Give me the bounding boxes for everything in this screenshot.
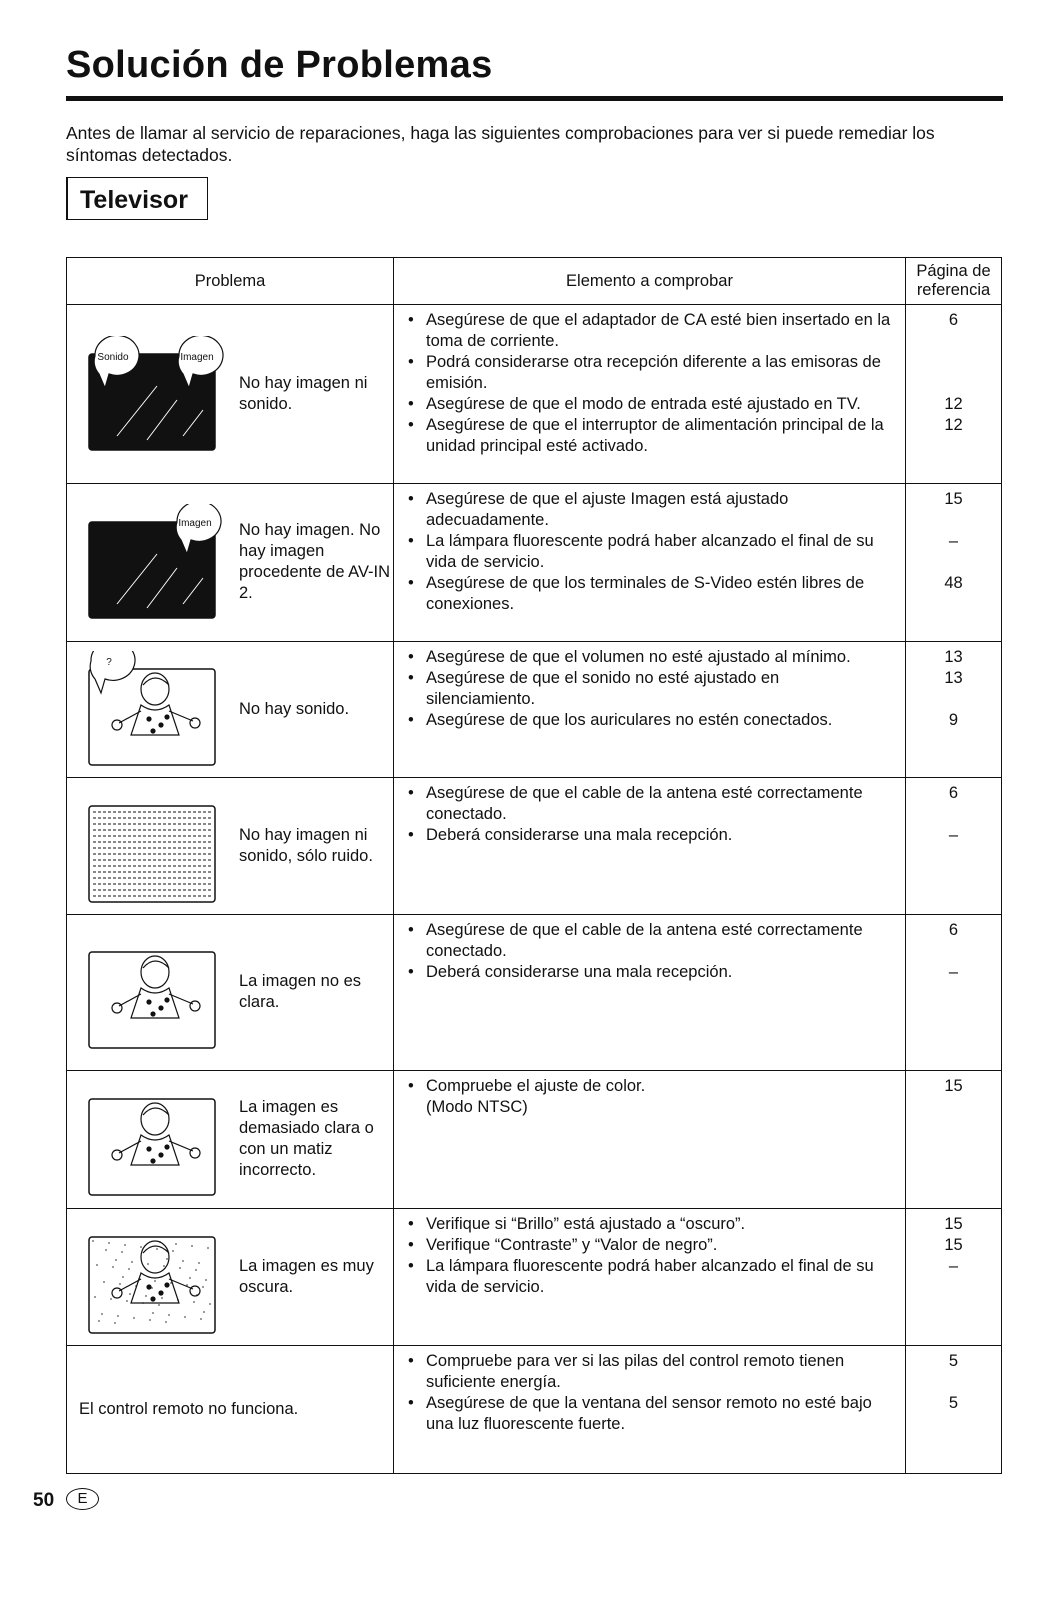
troubleshooting-table	[66, 257, 1002, 1474]
check-item-text: Asegúrese de que el adaptador de CA esté bien insertado en la toma de corriente.	[426, 311, 891, 350]
check-item	[404, 310, 891, 352]
check-item	[404, 962, 891, 983]
problem-text: El control remoto no funciona.	[79, 1399, 299, 1418]
language-mark: E	[66, 1488, 99, 1510]
page-reference: 5	[948, 1352, 959, 1370]
problem-cell	[67, 915, 394, 1071]
page-reference	[906, 352, 1001, 394]
check-item	[404, 1235, 891, 1256]
section-heading-box	[66, 177, 208, 220]
tv-illustration-icon	[87, 1081, 237, 1197]
check-item-text: Asegúrese de que los terminales de S-Video estén libres de conexiones.	[426, 574, 865, 613]
problem-cell	[67, 484, 394, 642]
table-row	[67, 642, 1002, 778]
page-reference: –	[948, 1257, 959, 1275]
check-item	[404, 1393, 891, 1435]
bullet-icon: •	[408, 1077, 414, 1095]
check-item	[404, 415, 891, 457]
check-cell	[394, 484, 906, 642]
check-item	[404, 710, 891, 731]
table-row	[67, 484, 1002, 642]
section-heading: Televisor	[80, 186, 188, 214]
problem-cell	[67, 642, 394, 778]
check-item	[404, 783, 891, 825]
table-row	[67, 1071, 1002, 1209]
problem-text: No hay sonido.	[239, 699, 350, 718]
page-ref-cell	[906, 1346, 1002, 1474]
check-item-text: Asegúrese de que el sonido no esté ajustado en silenciamiento.	[426, 669, 780, 708]
header-page	[906, 258, 1002, 305]
check-item	[404, 1256, 891, 1298]
page-ref-cell	[906, 642, 1002, 778]
tv-illustration-icon	[87, 651, 237, 767]
check-cell	[394, 778, 906, 915]
check-list	[404, 1076, 891, 1097]
page-reference: 6	[948, 784, 959, 802]
tv-illustration-icon	[87, 504, 237, 620]
problem-text: No hay imagen ni sonido.	[239, 373, 368, 413]
tv-illustration-icon	[87, 788, 237, 904]
problem-text: No hay imagen. No hay imagen procedente de AV-IN 2.	[239, 521, 391, 602]
svg-text:Imagen: Imagen	[178, 518, 212, 529]
page-ref-cell	[906, 915, 1002, 1071]
page-reference: –	[948, 532, 959, 550]
problem-cell	[67, 1209, 394, 1346]
check-cell	[394, 305, 906, 484]
check-item-text: Asegúrese de que el cable de la antena esté correctamente conectado.	[426, 921, 863, 960]
check-item-text: La lámpara fluorescente podrá haber alcanzado el final de su vida de servicio.	[426, 1257, 874, 1296]
check-item	[404, 825, 891, 846]
check-item-text: Asegúrese de que el cable de la antena esté correctamente conectado.	[426, 784, 863, 823]
check-item-text: Deberá considerarse una mala recepción.	[426, 963, 733, 981]
check-item-text: Asegúrese de que el interruptor de alimentación principal de la unidad principal esté activado.	[426, 416, 884, 455]
problem-cell	[67, 305, 394, 484]
problem-text: La imagen es demasiado clara o con un matiz incorrecto.	[239, 1098, 374, 1179]
check-item	[404, 352, 891, 394]
check-list	[404, 1351, 891, 1435]
svg-text:Sonido: Sonido	[97, 351, 129, 363]
check-item-text: Asegúrese de que el volumen no esté ajustado al mínimo.	[426, 648, 851, 666]
check-list	[404, 783, 891, 846]
check-note: (Modo NTSC)	[426, 1098, 528, 1116]
check-cell	[394, 1071, 906, 1209]
check-item	[404, 1076, 891, 1097]
check-list	[404, 489, 891, 615]
check-item-text: Asegúrese de que el ajuste Imagen está ajustado adecuadamente.	[426, 490, 789, 529]
page-ref-cell	[906, 1209, 1002, 1346]
bullet-icon: •	[408, 711, 414, 729]
page-reference: 12	[944, 395, 963, 413]
page-reference: 15	[944, 1215, 963, 1233]
page-reference: 48	[944, 574, 963, 592]
page-reference: 6	[948, 921, 959, 939]
check-item-text: Compruebe para ver si las pilas del control remoto tienen suficiente energía.	[426, 1352, 845, 1391]
check-item-text: Asegúrese de que los auriculares no estén conectados.	[426, 711, 833, 729]
check-item	[404, 647, 891, 668]
page-reference: 15	[944, 1236, 963, 1254]
page-reference: 13	[944, 648, 963, 666]
bullet-icon: •	[408, 1257, 414, 1275]
title-rule	[66, 96, 1003, 101]
bullet-icon: •	[408, 1236, 414, 1254]
intro-text: Antes de llamar al servicio de reparaciones, haga las siguientes comprobaciones para ver si puede remediar los síntomas detectados.	[66, 123, 935, 165]
page-title: Solución de Problemas	[66, 44, 493, 86]
check-item-text: Deberá considerarse una mala recepción.	[426, 826, 733, 844]
check-item	[404, 1351, 891, 1393]
check-item	[404, 573, 891, 615]
bullet-icon: •	[408, 784, 414, 802]
page-reference: 6	[948, 311, 959, 329]
page-ref-cell	[906, 484, 1002, 642]
tv-illustration-icon	[87, 1219, 237, 1335]
page-reference: 12	[944, 416, 963, 434]
header-problem: Problema	[67, 258, 394, 305]
check-item-text: Compruebe el ajuste de color.	[426, 1077, 646, 1095]
check-list	[404, 310, 891, 457]
check-cell	[394, 642, 906, 778]
check-item	[404, 531, 891, 573]
bullet-icon: •	[408, 416, 414, 434]
header-check: Elemento a comprobar	[394, 258, 906, 305]
problem-text: La imagen es muy oscura.	[239, 1256, 374, 1296]
page-number: 50	[33, 1490, 55, 1511]
page-reference: 15	[944, 490, 963, 508]
check-list	[404, 1214, 891, 1298]
problem-cell	[67, 1071, 394, 1209]
bullet-icon: •	[408, 1352, 414, 1370]
page-reference: 13	[944, 669, 963, 687]
bullet-icon: •	[408, 1215, 414, 1233]
check-item	[404, 668, 891, 710]
bullet-icon: •	[408, 574, 414, 592]
bullet-icon: •	[408, 826, 414, 844]
check-list	[404, 647, 891, 731]
bullet-icon: •	[408, 311, 414, 329]
problem-text: No hay imagen ni sonido, sólo ruido.	[239, 825, 373, 865]
table-row	[67, 1209, 1002, 1346]
bullet-icon: •	[408, 532, 414, 550]
table-row	[67, 305, 1002, 484]
tv-illustration-icon	[87, 934, 237, 1050]
page-reference: –	[948, 963, 959, 981]
page-reference: 15	[944, 1077, 963, 1095]
check-item	[404, 920, 891, 962]
problem-cell	[67, 1346, 394, 1474]
check-item-text: La lámpara fluorescente podrá haber alcanzado el final de su vida de servicio.	[426, 532, 874, 571]
svg-text:Imagen: Imagen	[180, 351, 214, 363]
page-ref-cell	[906, 305, 1002, 484]
bullet-icon: •	[408, 1394, 414, 1412]
page-ref-cell	[906, 1071, 1002, 1209]
check-item-text: Verifique si “Brillo” está ajustado a “oscuro”.	[426, 1215, 746, 1233]
check-cell	[394, 915, 906, 1071]
svg-text:?: ?	[106, 657, 112, 668]
bullet-icon: •	[408, 921, 414, 939]
bullet-icon: •	[408, 353, 414, 371]
tv-illustration-icon	[87, 336, 237, 452]
problem-cell	[67, 778, 394, 915]
bullet-icon: •	[408, 648, 414, 666]
page-ref-cell	[906, 778, 1002, 915]
check-item	[404, 1214, 891, 1235]
table-row	[67, 1346, 1002, 1474]
problem-text: La imagen no es clara.	[239, 972, 362, 1011]
header-page-label: Página de referencia	[916, 262, 991, 299]
page-reference: 9	[948, 711, 959, 729]
check-item	[404, 489, 891, 531]
table-row	[67, 778, 1002, 915]
check-cell	[394, 1209, 906, 1346]
check-item-text: Podrá considerarse otra recepción diferente a las emisoras de emisión.	[426, 353, 881, 392]
table-header-row	[67, 258, 1002, 305]
bullet-icon: •	[408, 963, 414, 981]
check-item	[404, 394, 891, 415]
page-reference: 5	[948, 1394, 959, 1412]
check-cell	[394, 1346, 906, 1474]
bullet-icon: •	[408, 669, 414, 687]
check-list	[404, 920, 891, 983]
check-item-text: Asegúrese de que el modo de entrada esté ajustado en TV.	[426, 395, 861, 413]
bullet-icon: •	[408, 490, 414, 508]
page-reference: –	[948, 826, 959, 844]
check-item-text: Verifique “Contraste” y “Valor de negro”.	[426, 1236, 718, 1254]
check-item-text: Asegúrese de que la ventana del sensor remoto no esté bajo una luz fluorescente fuerte.	[426, 1394, 872, 1433]
table-row	[67, 915, 1002, 1071]
bullet-icon: •	[408, 395, 414, 413]
